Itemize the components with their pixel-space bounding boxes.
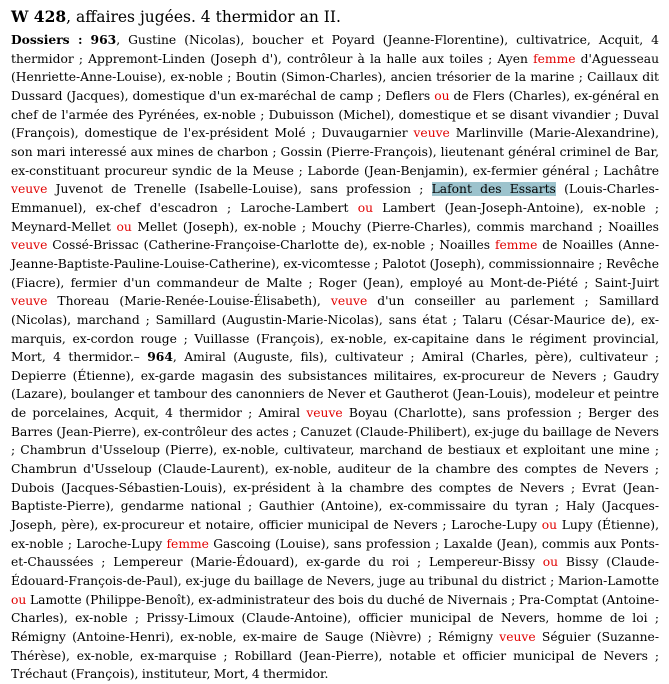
text-run: , Gustine (Nicolas), boucher et Poyard (Jeanne-Florentine), cultivatrice, Acquit, 4 thermidor ; Appremont-Linden (Joseph d'), contrôleur à la halle aux toiles ; Ayen	[11, 33, 659, 66]
document-title	[11, 6, 659, 28]
dossiers-label: Dossiers :	[11, 32, 83, 47]
text-run: Séguier (Suzanne-Thérèse), ex-noble, ex-marquise ; Robillard (Jean-Pierre), notable et officier municipal de Nevers ; Tréchaut (François), instituteur, Mort, 4 thermidor.	[11, 630, 659, 682]
keyword: ou	[542, 555, 559, 570]
text-run: Mellet (Joseph), ex-noble ; Mouchy (Pierre-Charles), commis marchand ; Noailles	[131, 219, 659, 234]
text-run: d'Aguesseau (Henriette-Anne-Louise), ex-noble ; Boutin (Simon-Charles), ancien trésorier de la marine ; Caillaux dit Dussard (Jacques), domestique d'un ex-maréchal de camp ; Deflers	[11, 51, 659, 103]
text-run: Marlinville (Marie-Alexandrine), son mari interessé aux mines de charbon ; Gossin (Pierre-François), lieutenant général criminel de Bar, ex-constituant procureur syndic de la Meuse ; Laborde (Jean-Benjamin), ex-fermier général ; Lachâtre	[11, 126, 659, 178]
keyword: ou	[434, 88, 450, 103]
text-run: (Louis-Charles-Emmanuel), ex-chef d'escadron ; Laroche-Lambert	[11, 182, 659, 215]
keyword: veuve	[499, 630, 536, 644]
text-run: , Amiral (Auguste, fils), cultivateur ; Amiral (Charles, père), cultivateur ; Depierre (Étienne), ex-garde magasin des subsistances militaires, ex-procureur de Nevers ; Gaudry (Lazare), boulanger et tambour des canonniers de Never et Gautherot (Jean-Louis), modeleur et peintre de porcelaines, Acquit, 4 thermidor ; Amiral	[11, 350, 659, 421]
keyword: veuve	[11, 294, 48, 309]
keyword: veuve	[11, 238, 48, 253]
keyword: ou	[357, 200, 374, 215]
dossier-number: 964	[147, 349, 173, 365]
keyword: ou	[116, 219, 132, 234]
keyword: femme	[494, 238, 538, 253]
keyword: veuve	[330, 294, 368, 309]
text-run: Lamotte (Philippe-Benoît), ex-administrateur des bois du duché de Nivernais ; Pra-Comptat (Antoine-Charles), ex-noble ; Prissy-Limoux (Claude-Antoine), officier municipal de Nevers, homme de loi ; Rémigny (Antoine-Henri), ex-noble, ex-maire de Sauge (Nièvre) ; Rémigny	[11, 592, 659, 644]
text-run: d'un conseiller au parlement ; Samillard (Nicolas), marchand ; Samillard (Augustin-Marie-Nicolas), sans état ; Talaru (César-Maurice de), ex-marquis, ex-cordon rouge ; Vuillasse (François), ex-noble, ex-capitaine dans le régiment provincial, Mort, 4 thermidor.–	[11, 294, 660, 365]
title-description: , affaires jugées. 4 thermidor an II.	[66, 8, 341, 26]
keyword: femme	[533, 51, 576, 66]
text-run: de Noailles (Anne-Jeanne-Baptiste-Pauline-Louise-Catherine), ex-vicomtesse ; Palotot (Joseph), commissionnaire ; Revêche (Fiacre), fermier d'un commandeur de Malte ; Roger (Jean), employé au Mont-de-Piété ; Saint-Juirt	[11, 238, 659, 290]
keyword: ou	[11, 592, 27, 607]
text-run: Lupy (Étienne), ex-noble ; Laroche-Lupy	[11, 518, 659, 551]
dossiers-paragraph	[11, 31, 659, 684]
keyword: veuve	[306, 406, 343, 421]
text-run: Thoreau (Marie-Renée-Louise-Élisabeth),	[47, 294, 331, 309]
text-run: Lambert (Jean-Joseph-Antoine), ex-noble ; Meynard-Mellet	[11, 200, 659, 234]
highlighted-name: Lafont des Essarts	[431, 182, 556, 197]
text-run: Juvenot de Trenelle (Isabelle-Louise), sans profession ;	[47, 182, 432, 197]
keyword: femme	[166, 536, 209, 551]
text-run: Boyau (Charlotte), sans profession ; Berger des Barres (Jean-Pierre), ex-contrôleur des actes ; Canuzet (Claude-Philibert), ex-juge du baillage de Nevers ; Chambrun d'Usseloup (Pierre), ex-noble, cultivateur, marchand de bestiaux et exploitant une mine ; Chambrun d'Usseloup (Claude-Laurent), ex-noble, auditeur de la chambre des comptes de Nevers ; Dubois (Jacques-Sébastien-Louis), ex-président à la chambre des comptes de Nevers ; Evrat (Jean-Baptiste-Pierre), gendarme national ; Gauthier (Antoine), ex-commissaire du tyran ; Haly (Jacques-Joseph, père), ex-procureur et notaire, officier municipal de Nevers ; Laroche-Lupy	[11, 406, 659, 533]
dossier-number: 963	[90, 32, 117, 47]
keyword: veuve	[11, 182, 48, 197]
dossiers-content	[11, 33, 659, 681]
text-run: Bissy (Claude-Édouard-François-de-Paul), ex-juge du baillage de Nevers, juge au tribunal du district ; Marion-Lamotte	[11, 555, 659, 589]
text-run: Gascoing (Louise), sans profession ; Laxalde (Jean), commis aux Ponts-et-Chaussées ; Lempereur (Marie-Édouard), ex-garde du roi ; Lempereur-Bissy	[11, 536, 659, 570]
archive-code: W 428	[11, 7, 67, 26]
text-run: Cossé-Brissac (Catherine-Françoise-Charlotte de), ex-noble ; Noailles	[47, 238, 495, 253]
text-run: de Flers (Charles), ex-général en chef de l'armée des Pyrénées, ex-noble ; Dubuisson (Michel), domestique et se disant vivandier ; Duval (François), domestique de l'ex-président Molé ; Duvaugarnier	[11, 88, 659, 141]
keyword: veuve	[413, 126, 450, 141]
keyword: ou	[541, 518, 558, 533]
